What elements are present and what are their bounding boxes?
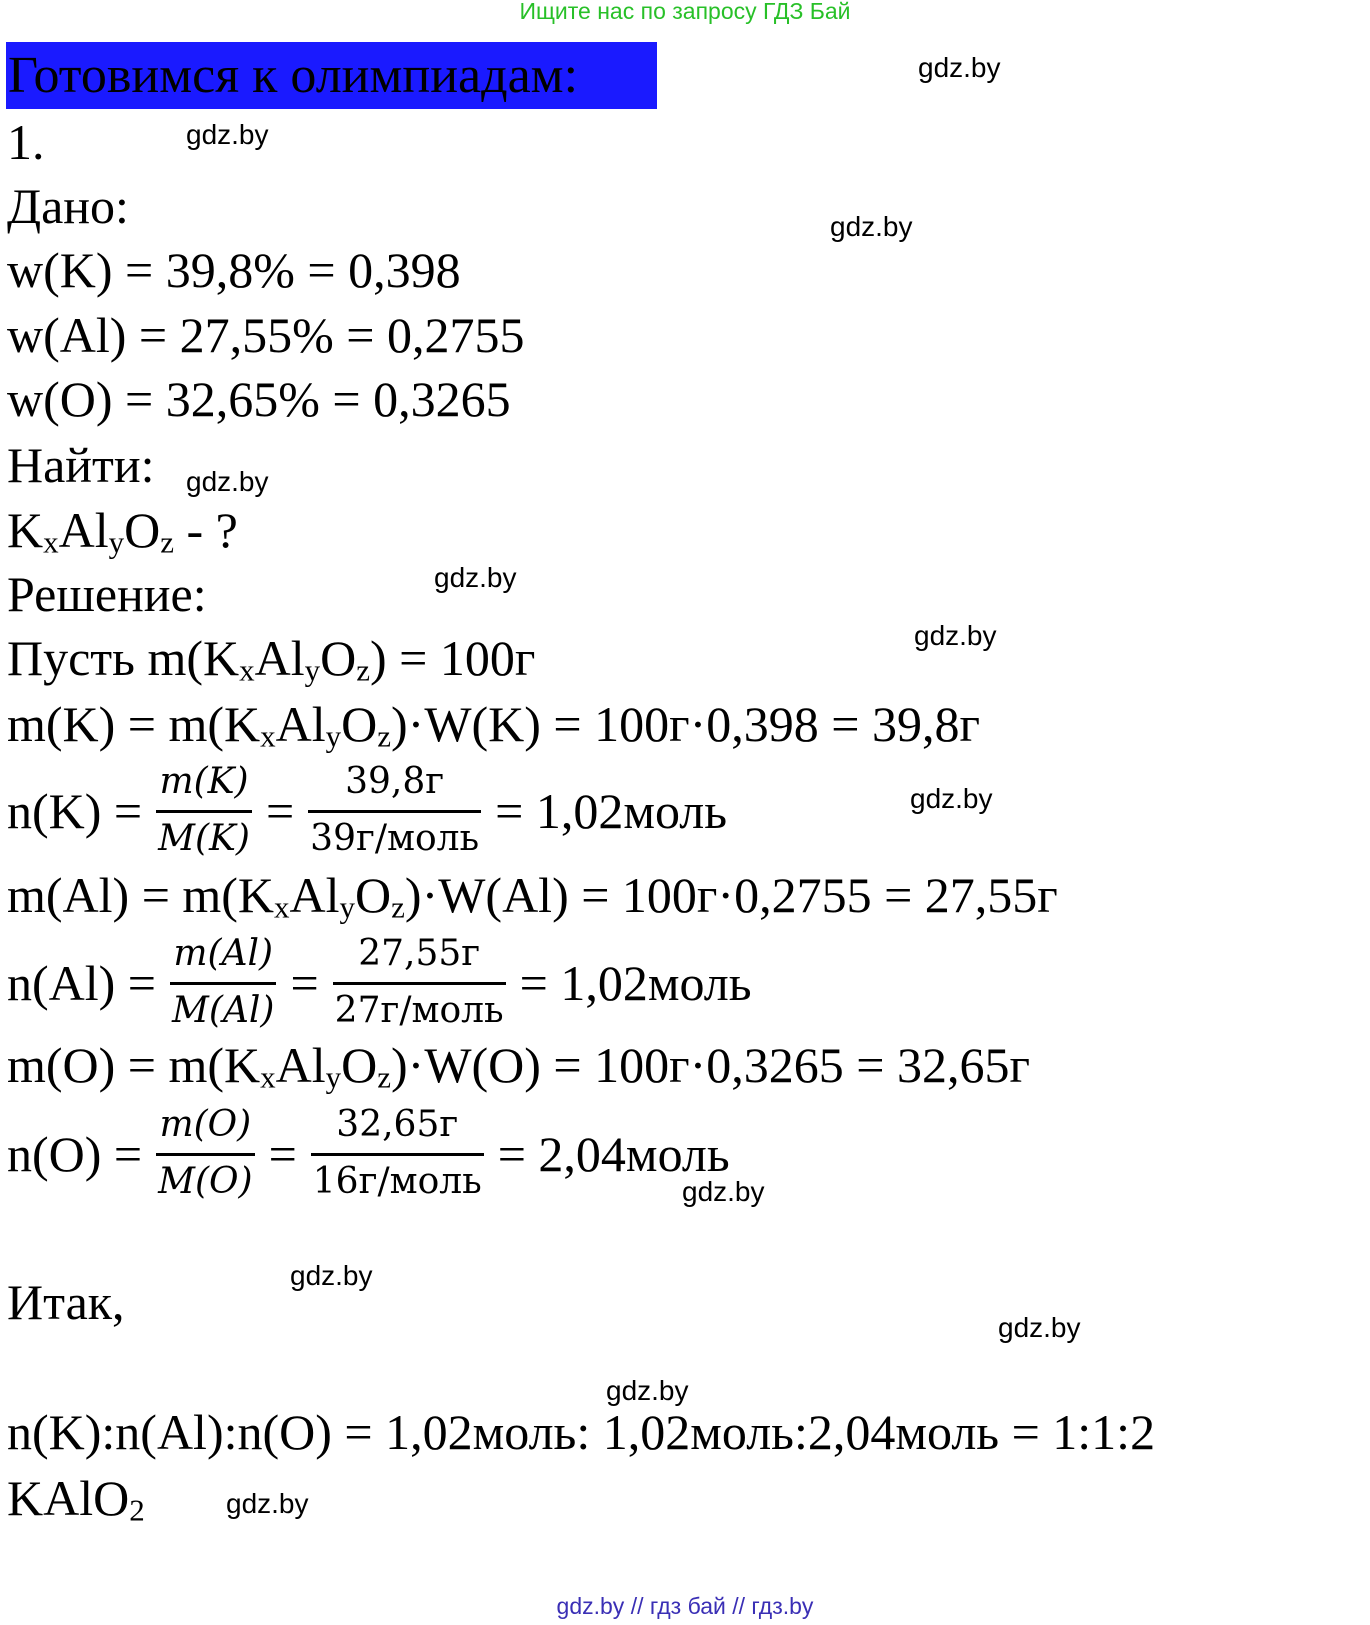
mol-k-lhs: n(K) = [7,782,143,839]
mol-o-lhs: n(O) = [7,1125,143,1182]
answer-formula: KAlO$_2$ [7,1470,145,1528]
watermark: gdz.by [290,1260,373,1291]
given-w-k: w(K) = 39,8% = 0,398 [7,242,461,298]
mol-k-fraction-2: $\frac{39,8г}{\text{39г/моль}}$ [310,761,480,859]
mol-al-fraction-2: $\frac{27,55г}{\text{27г/моль}}$ [334,933,504,1031]
mol-al-fraction-1: $\frac{m(Al)}{M(Al)}$ [172,933,275,1031]
mol-o-fraction-2: $\frac{32,65г}{\text{16г/моль}}$ [312,1104,482,1202]
mol-o-fraction-1: $\frac{m(O)}{M(O)}$ [158,1104,253,1202]
let-mass-line: Пусть $m(K_xAl_yO_z) = 100г$ [7,630,536,688]
find-label: Найти: [7,437,155,493]
mass-k-line: $m(K) = m(K_xAl_yO_z)\cdot W(K) = 100г\cdot 0,398 = 39,8г$ [7,696,980,754]
mol-o-line: n(O) = $\frac{m(O)}{M(O)}$ = $\frac{32,65г}{\text{16г/моль}}$ = 2,04моль [7,1104,730,1202]
task-number: 1. [7,114,45,170]
itak-text: Итак, [7,1274,125,1330]
mol-k-fraction-1: $\frac{m(K)}{M(K)}$ [158,761,250,859]
mol-al-lhs: n(Al) = [7,954,156,1011]
watermark: gdz.by [226,1488,309,1519]
given-w-al: w(Al) = 27,55% = 0,2755 [7,307,525,363]
watermark: gdz.by [918,52,1001,83]
mol-k-rhs: = 1,02моль [495,782,728,839]
given-label: Дано: [7,178,129,234]
watermark: gdz.by [910,783,993,814]
mass-o-line: $m(O) = m(K_xAl_yO_z)\cdot W(O) = 100г\cdot 0,3265 = 32,65г$ [7,1037,1030,1095]
watermark: gdz.by [606,1375,689,1406]
watermark: gdz.by [434,562,517,593]
footer-links[interactable]: gdz.by // гдз бай // гдз.by [556,1593,814,1619]
watermark: gdz.by [998,1312,1081,1343]
watermark: gdz.by [914,620,997,651]
ratio-line: n(K):n(Al):n(O) = 1,02моль: 1,02моль:2,04моль = 1:1:2 [7,1404,1156,1460]
given-w-o: w(O) = 32,65% = 0,3265 [7,371,511,427]
mol-k-line: n(K) = $\frac{m(K)}{M(K)}$ = $\frac{39,8г}{\text{39г/моль}}$ = 1,02моль [7,761,728,859]
watermark: gdz.by [682,1176,765,1207]
find-formula: $K_xAl_yO_z$ - ? [7,502,238,560]
mol-al-rhs: = 1,02моль [519,954,752,1011]
watermark: gdz.by [830,211,913,242]
solution-label: Решение: [7,566,207,622]
mol-o-rhs: = 2,04моль [497,1125,730,1182]
page-title: Готовимся к олимпиадам: [6,42,657,109]
mol-al-line: n(Al) = $\frac{m(Al)}{M(Al)}$ = $\frac{27,55г}{\text{27г/моль}}$ = 1,02моль [7,933,752,1031]
top-banner[interactable]: Ищите нас по запросу ГДЗ Бай [519,0,851,24]
watermark: gdz.by [186,119,269,150]
watermark: gdz.by [186,466,269,497]
mass-al-line: $m(Al) = m(K_xAl_yO_z)\cdot W(Al) = 100г\cdot 0,2755 = 27,55г$ [7,867,1058,925]
